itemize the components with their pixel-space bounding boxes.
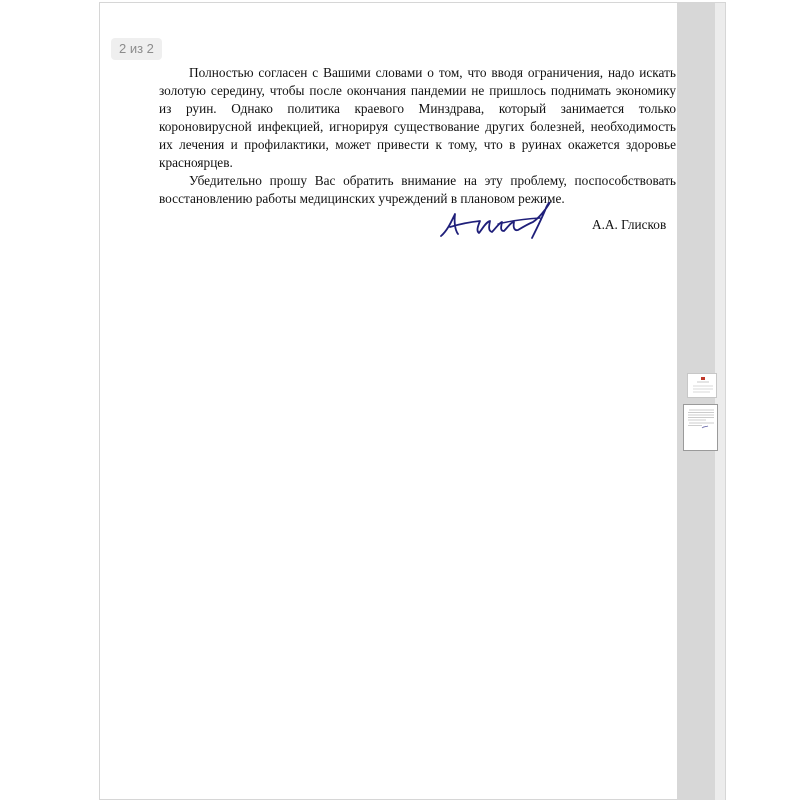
thumbnail-preview-icon	[688, 374, 718, 399]
page-1-thumbnail[interactable]	[687, 373, 717, 398]
paragraph-1: Полностью согласен с Вашими словами о том, что вводя ограничения, надо искать золотую середину, чтобы после окончания пандемии не пришлось поднимать экономику из руин. Однако политика краевого Минздрава, который занимается только короновирусной инфекцией, игнорируя существование других болезней, необходимость их лечения и профилактики, может привести к тому, что в руинах окажется здоровье красноярцев.	[159, 65, 676, 170]
sidebar-edge	[715, 3, 725, 800]
thumbnail-preview-icon	[684, 405, 719, 452]
handwritten-signature	[438, 200, 556, 242]
paragraph-2: Убедительно прошу Вас обратить внимание на эту проблему, поспособствовать восстановлению работы медицинских учреждений в плановом режиме.	[159, 173, 676, 206]
thumbnail-sidebar[interactable]	[677, 3, 715, 800]
page-indicator: 2 из 2	[111, 38, 162, 60]
page-2-thumbnail[interactable]	[683, 404, 718, 451]
signer-name: А.А. Глисков	[592, 217, 667, 232]
letter-body	[159, 64, 676, 208]
